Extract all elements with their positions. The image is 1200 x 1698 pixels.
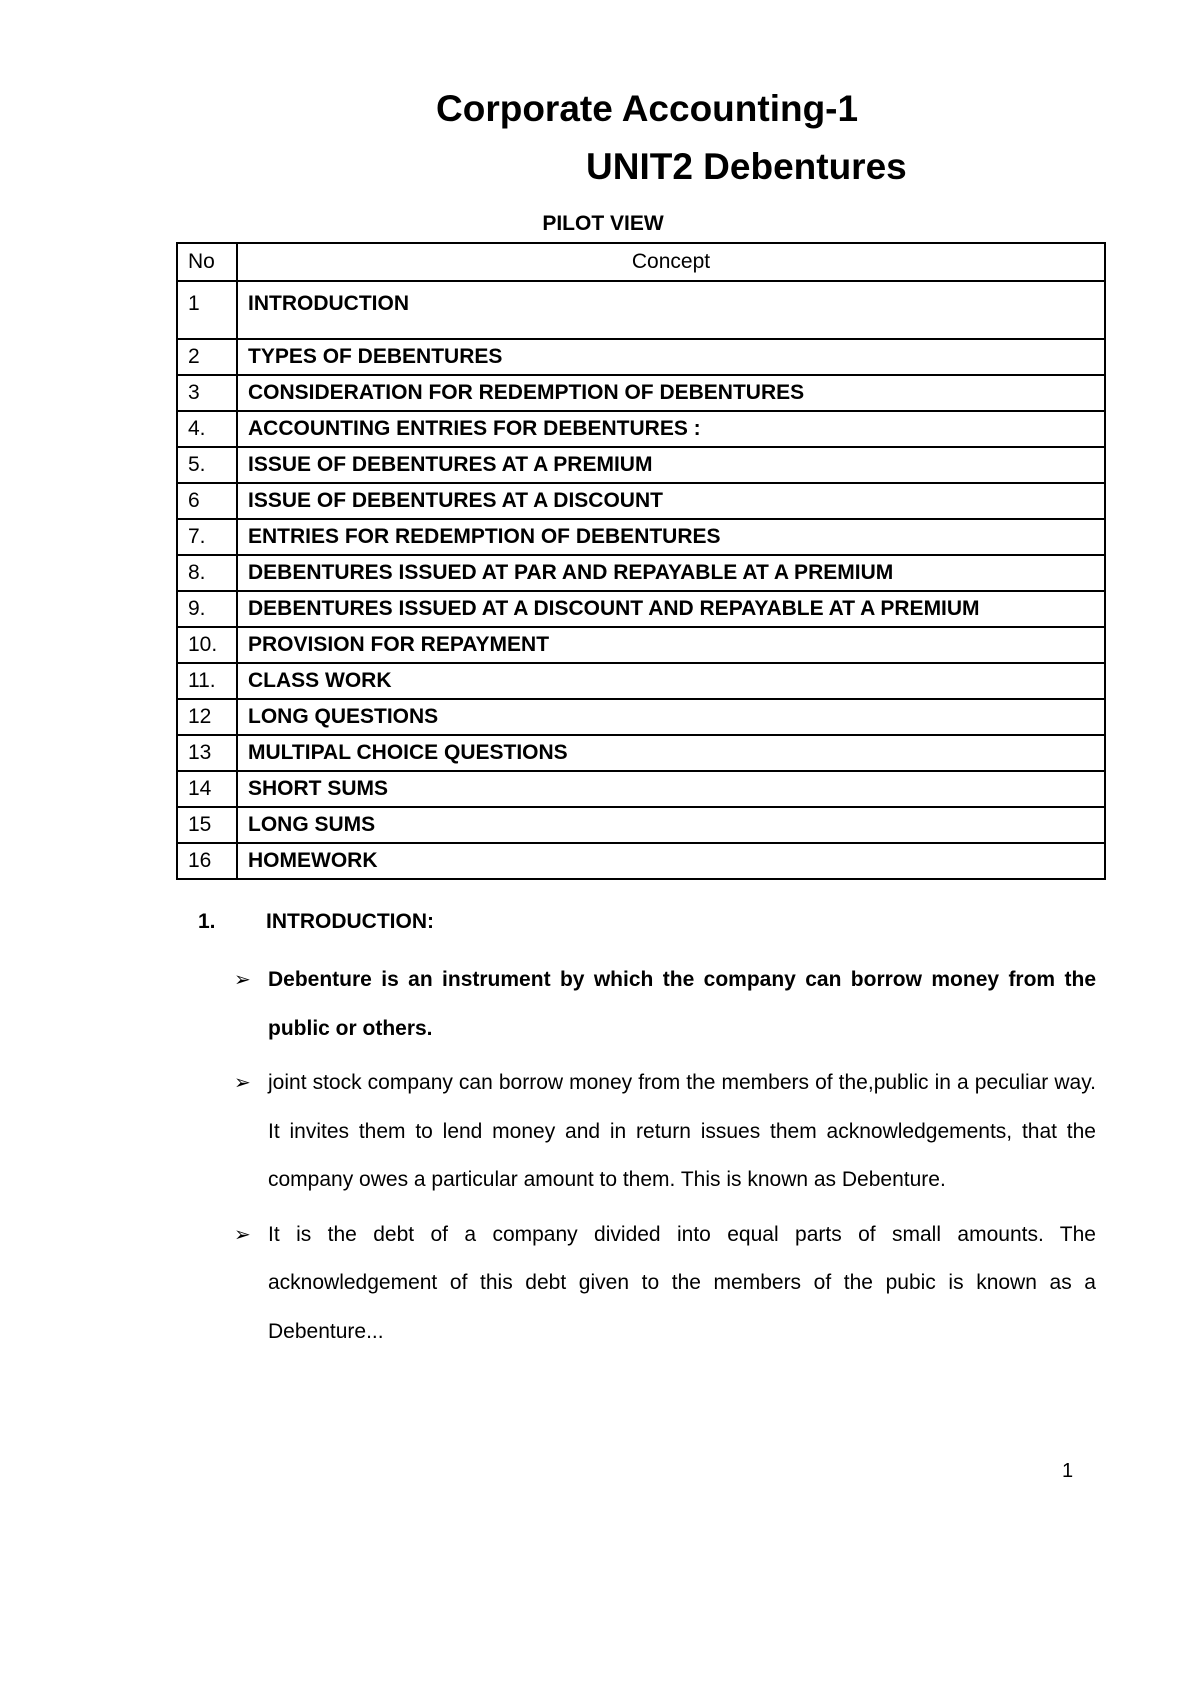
table-row [177,519,1105,555]
arrow-bullet-icon: ➢ [234,1223,251,1246]
row-concept: HOMEWORK [237,843,1105,879]
table-row [177,627,1105,663]
row-concept: INTRODUCTION [237,281,1105,339]
row-number: 11. [177,663,237,699]
row-number: 10. [177,627,237,663]
row-concept: ACCOUNTING ENTRIES FOR DEBENTURES : [237,411,1105,447]
page-number: 1 [1062,1460,1074,1482]
list-item [234,1211,1096,1357]
row-number: 1 [177,281,237,339]
row-number: 14 [177,771,237,807]
list-item [234,956,1096,1053]
table-row [177,735,1105,771]
row-number: 6 [177,483,237,519]
row-number: 9. [177,591,237,627]
row-number: 16 [177,843,237,879]
row-concept: CONSIDERATION FOR REDEMPTION OF DEBENTURES [237,375,1105,411]
pilot-view-heading: PILOT VIEW [542,212,664,235]
bullet-text: Debenture is an instrument by which the company can borrow money from the public or others. [268,968,1096,1040]
table-row [177,411,1105,447]
row-concept: SHORT SUMS [237,771,1105,807]
row-concept: MULTIPAL CHOICE QUESTIONS [237,735,1105,771]
row-number: 12 [177,699,237,735]
row-number: 8. [177,555,237,591]
table-row [177,447,1105,483]
row-concept: ISSUE OF DEBENTURES AT A DISCOUNT [237,483,1105,519]
column-header-no: No [177,243,237,281]
section-heading [198,910,434,934]
row-concept: LONG QUESTIONS [237,699,1105,735]
table-row [177,483,1105,519]
row-concept: LONG SUMS [237,807,1105,843]
row-number: 7. [177,519,237,555]
table-row [177,699,1105,735]
document-title: Corporate Accounting-1 [436,88,859,129]
table-row [177,281,1105,339]
table-row [177,375,1105,411]
row-concept: DEBENTURES ISSUED AT A DISCOUNT AND REPAYABLE AT A PREMIUM [237,591,1105,627]
arrow-bullet-icon: ➢ [234,969,251,991]
row-concept: ENTRIES FOR REDEMPTION OF DEBENTURES [237,519,1105,555]
row-concept: PROVISION FOR REPAYMENT [237,627,1105,663]
row-number: 5. [177,447,237,483]
row-concept: ISSUE OF DEBENTURES AT A PREMIUM [237,447,1105,483]
table-header-row [177,243,1105,281]
row-concept: TYPES OF DEBENTURES [237,339,1105,375]
row-concept: CLASS WORK [237,663,1105,699]
table-row [177,339,1105,375]
table-row [177,771,1105,807]
row-number: 2 [177,339,237,375]
bullet-text: joint stock company can borrow money from the members of the,public in a peculiar way. It invites them to lend money and in return issues them acknowledgements, that the company owes a particular amount to them. This is known as Debenture. [268,1071,1096,1191]
table-row [177,591,1105,627]
table-row [177,807,1105,843]
list-item [234,1059,1096,1205]
row-concept: DEBENTURES ISSUED AT PAR AND REPAYABLE AT A PREMIUM [237,555,1105,591]
row-number: 15 [177,807,237,843]
row-number: 13 [177,735,237,771]
column-header-concept: Concept [237,243,1105,281]
intro-bullet-list [234,956,1096,1362]
pilot-view-table [176,242,1106,880]
row-number: 4. [177,411,237,447]
section-title: INTRODUCTION: [266,910,434,933]
unit-title: UNIT2 Debentures [586,146,907,187]
section-number: 1. [198,910,216,933]
bullet-text: It is the debt of a company divided into equal parts of small amounts. The acknowledgement of this debt given to the members of the pubic is known as a Debenture... [268,1222,1096,1343]
table-row [177,555,1105,591]
table-row [177,843,1105,879]
arrow-bullet-icon: ➢ [234,1072,251,1094]
table-row [177,663,1105,699]
row-number: 3 [177,375,237,411]
